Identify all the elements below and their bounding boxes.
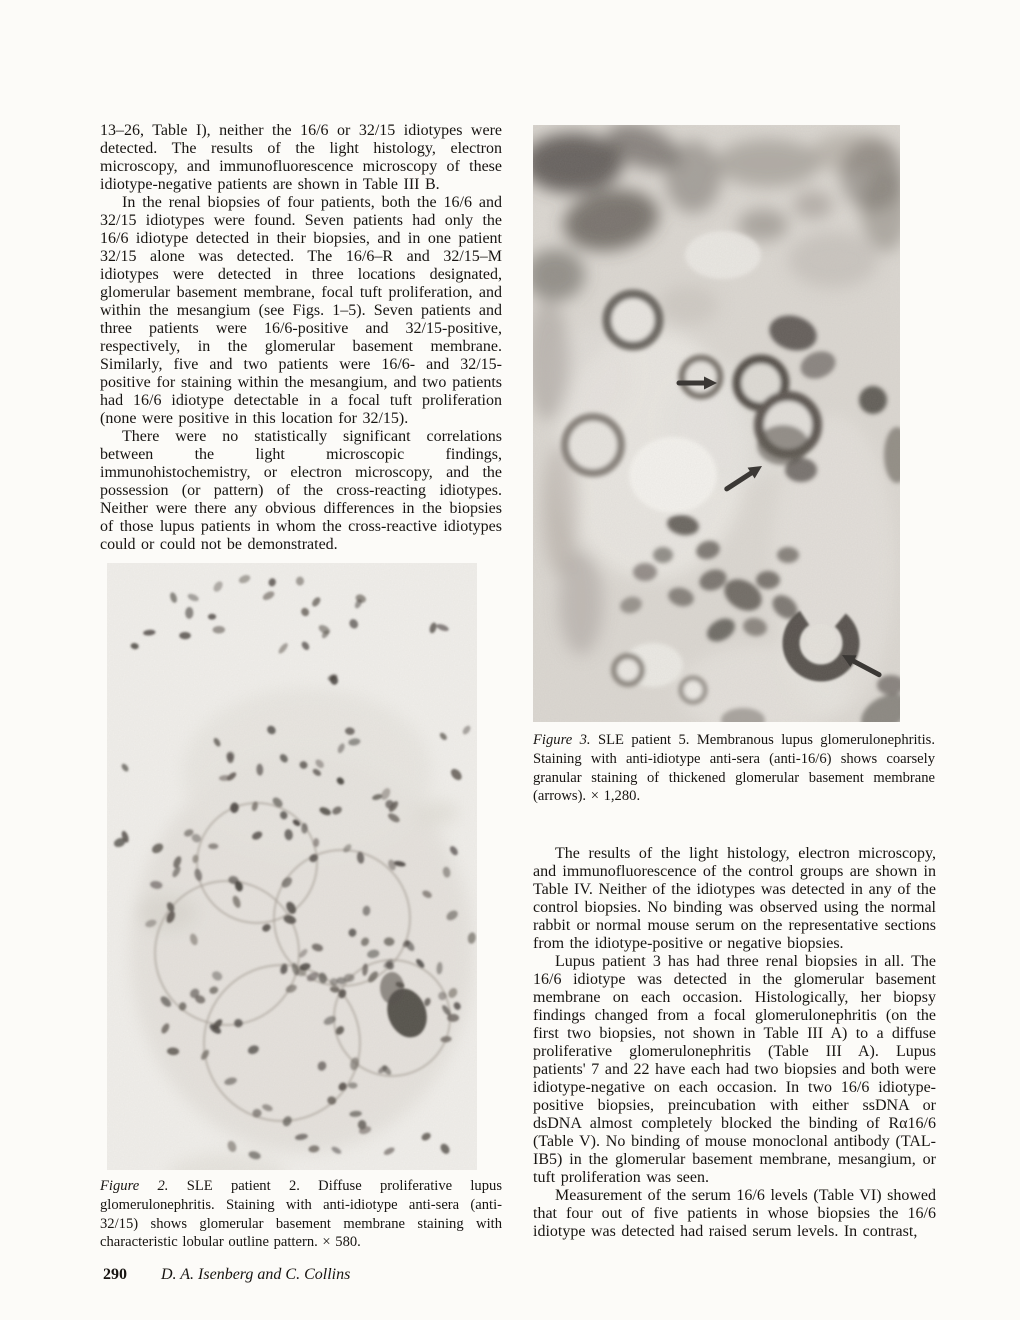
figure2-caption [100, 1177, 502, 1252]
figure3-micrograph [533, 125, 900, 722]
paragraph: Lupus patient 3 has had three renal biopsies in all. The 16/6 idiotype was detected in the glomerular basement membrane on each occasion. Histologically, her biopsy findings changed from a focal glomerulonephritis (on the first two biopsies, not shown in Table III A) to a diffuse proliferative glomerulonephritis (Table III A). Lupus patients' 7 and 22 have each had two biopsies and both were idiotype-negative on each occasion. In two 16/6 idiotype-positive biopsies, preincubation with either ssDNA or dsDNA almost completely blocked the binding of Rα16/6 (Table V). No binding of mouse monoclonal antibody (TAL-IB5) in the glomerular basement membrane, mesangium, or tuft proliferation was seen. [533, 953, 936, 1186]
paragraph: The results of the light histology, electron microscopy, and immunofluorescence of the control groups are shown in Table IV. Neither of the idiotypes was detected in any of the control biopsies. No binding was observed using the normal rabbit or normal mouse serum on the representative sections from the idiotype-positive or negative biopsies. [533, 845, 936, 952]
running-authors: D. A. Isenberg and C. Collins [161, 1266, 351, 1283]
left-column-text [100, 122, 502, 554]
figure3-caption [533, 731, 935, 806]
right-column-text [533, 845, 936, 1241]
figure2-caption-label: Figure 2. [100, 1178, 169, 1194]
figure3-caption-text: SLE patient 5. Membranous lupus glomerulonephritis. Staining with anti-idiotype anti-sera (anti-16/6) shows coarsely granular staining of thickened glomerular basement membrane (arrows). × 1,280. [533, 732, 935, 805]
paragraph-continuation: 13–26, Table I), neither the 16/6 or 32/15 idiotypes were detected. The results of the light histology, electron microscopy, and immunofluorescence microscopy of these idiotype-negative patients are shown in Table III B. [100, 122, 502, 193]
membranous-gn-micrograph-image [533, 125, 900, 722]
page-number: 290 [103, 1266, 127, 1283]
proliferative-gn-micrograph-image [107, 563, 477, 1170]
paragraph: In the renal biopsies of four patients, both the 16/6 and 32/15 idiotypes were found. Seven patients had only the 16/6 idiotype detected in their biopsies, and in one patient 32/15 alone was detected. The 16/6–R and 32/15–M idiotypes were detected in three locations designated, glomerular basement membrane, focal tuft proliferation, and within the mesangium (see Figs. 1–5). Seven patients and three patients were 16/6-positive and 32/15-positive, respectively, in the glomerular basement membrane. Similarly, five and two patients were 16/6- and 32/15-positive for staining within the mesangium, and two patients had 16/6 idiotype detectable in a focal tuft proliferation (none were positive in this location for 32/15). [100, 194, 502, 427]
figure2-caption-text: SLE patient 2. Diffuse proliferative lupus glomerulonephritis. Staining with anti-idiotype anti-sera (anti-32/15) shows glomerular basement membrane staining with characteristic lobular outline pattern. × 580. [100, 1178, 503, 1251]
paragraph: Measurement of the serum 16/6 levels (Table VI) showed that four out of five patients in whose biopsies the 16/6 idiotype was detected had raised serum levels. In contrast, [533, 1187, 936, 1240]
figure3-caption-label: Figure 3. [533, 732, 591, 748]
page-footer [103, 1266, 350, 1284]
figure2-micrograph [107, 563, 477, 1170]
paragraph: There were no statistically significant correlations between the light microscopic findings, immunohistochemistry, or electron microscopy, and the possession (or pattern) of the cross-reacting idiotypes. Neither were there any obvious differences in the biopsies of those lupus patients in whom the cross-reactive idiotypes could or could not be demonstrated. [100, 428, 502, 553]
